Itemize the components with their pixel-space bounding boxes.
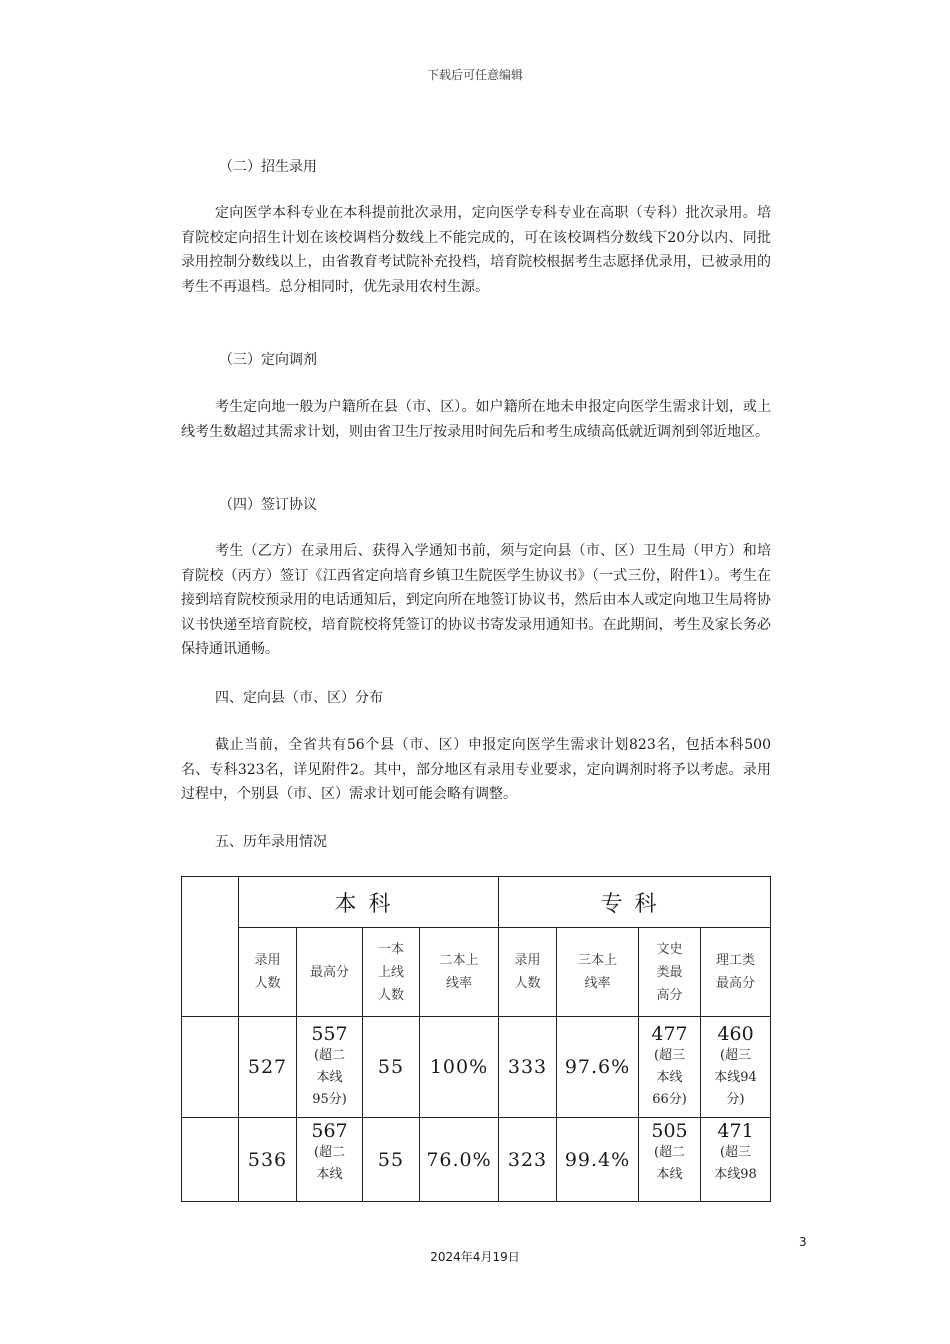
cell-benke-admitted: 527 (239, 1017, 297, 1118)
cell-arts-max-score: 505 (超二 本线 (639, 1118, 701, 1202)
cell-benke-admitted: 536 (239, 1118, 297, 1202)
group-header-zhuanke: 专科 (499, 877, 771, 928)
page-footer-date: 2024年4月19日 (430, 1250, 520, 1264)
paragraph-agreement: 考生（乙方）在录用后、获得入学通知书前，须与定向县（市、区）卫生局（甲方）和培育院校（丙方）签订《江西省定向培育乡镇卫生院医学生协议书》（一式三份，附件1）。考生在接到培育院校预录用的电话通知后，到定向所在地签订协议书，然后由本人或定向地卫生局将协议书快递至培育院校，培育院校将凭签订的协议书寄发录用通知书。在此期间，考生及家长务必保持通讯通畅。 (181, 543, 771, 657)
cell-arts-max-score: 477 (超三 本线 66分) (639, 1017, 701, 1118)
paragraph-distribution: 截止当前，全省共有56个县（市、区）申报定向医学生需求计划823名，包括本科500名、专科323名，详见附件2。其中，部分地区有录用专业要求，定向调剂时将予以考虑。录用过程中，个别县（市、区）需求计划可能会略有调整。 (181, 737, 771, 802)
row-label-cell (182, 1017, 239, 1118)
paragraph-enrollment: 定向医学本科专业在本科提前批次录用，定向医学专科专业在高职（专科）批次录用。培育院校定向招生计划在该校调档分数线上不能完成的，可在该校调档分数线下20分以内、同批录用控制分数线以上，由省教育考试院补充投档，培育院校根据考生志愿择优录用，已被录用的考生不再退档。总分相同时，优先录用农村生源。 (181, 205, 771, 295)
paragraph-adjustment: 考生定向地一般为户籍所在县（市、区）。如户籍所在地未申报定向医学生需求计划，或上线考生数超过其需求计划，则由省卫生厅按录用时间先后和考生成绩高低就近调剂到邻近地区。 (181, 399, 771, 440)
group-header-benke: 本科 (239, 877, 499, 928)
table-corner-cell (182, 877, 239, 1017)
cell-benke-max-score: 557 (超二 本线 95分) (297, 1017, 363, 1118)
section-heading-adjustment: （三）定向调剂 (219, 352, 317, 368)
table-row (182, 1118, 771, 1202)
cell-science-max-score: 460 (超三 本线94 分) (701, 1017, 771, 1118)
table-row (182, 1017, 771, 1118)
col-header-benke-admitted: 录用 人数 (239, 928, 297, 1017)
section-heading-agreement: （四）签订协议 (219, 497, 317, 513)
col-header-first-tier-count: 一本 上线 人数 (363, 928, 420, 1017)
cell-first-tier-count: 55 (363, 1118, 420, 1202)
cell-third-tier-rate: 99.4% (557, 1118, 639, 1202)
col-header-benke-max-score: 最高分 (297, 928, 363, 1017)
section-heading-history: 五、历年录用情况 (215, 834, 327, 850)
page-number: 3 (799, 1235, 807, 1249)
cell-second-tier-rate: 76.0% (420, 1118, 499, 1202)
cell-third-tier-rate: 97.6% (557, 1017, 639, 1118)
section-heading-distribution: 四、定向县（市、区）分布 (215, 690, 383, 706)
admission-history-table (181, 876, 771, 1202)
cell-zhuanke-admitted: 323 (499, 1118, 557, 1202)
cell-science-max-score: 471 (超三 本线98 (701, 1118, 771, 1202)
page-header: 下载后可任意编辑 (426, 68, 523, 82)
cell-first-tier-count: 55 (363, 1017, 420, 1118)
col-header-zhuanke-admitted: 录用 人数 (499, 928, 557, 1017)
col-header-arts-max-score: 文史 类最 高分 (639, 928, 701, 1017)
cell-zhuanke-admitted: 333 (499, 1017, 557, 1118)
row-label-cell (182, 1118, 239, 1202)
section-heading-enrollment: （二）招生录用 (219, 159, 317, 175)
col-header-science-max-score: 理工类 最高分 (701, 928, 771, 1017)
col-header-second-tier-rate: 二本上 线率 (420, 928, 499, 1017)
cell-benke-max-score: 567 (超二 本线 (297, 1118, 363, 1202)
col-header-third-tier-rate: 三本上 线率 (557, 928, 639, 1017)
cell-second-tier-rate: 100% (420, 1017, 499, 1118)
